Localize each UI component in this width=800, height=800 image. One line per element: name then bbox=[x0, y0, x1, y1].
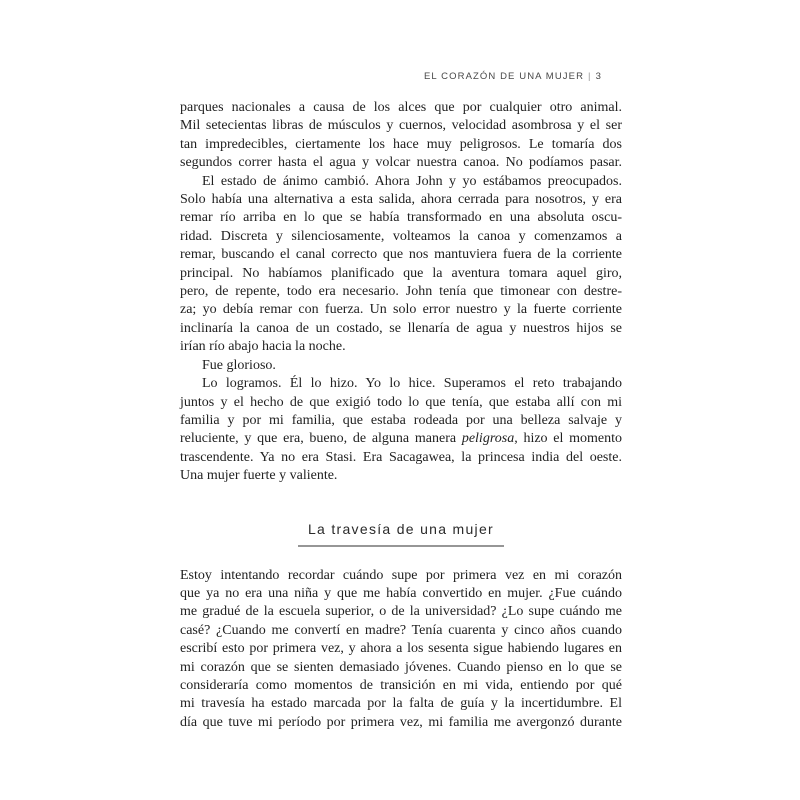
section-heading-text: La travesía de una mujer bbox=[298, 519, 504, 547]
body-line: juntos y el hecho de que exigió todo lo que tenía, que estaba allí con mi bbox=[180, 394, 622, 410]
page-text-block bbox=[180, 99, 622, 732]
body-paragraph bbox=[180, 99, 622, 173]
body-line: principal. No habíamos planificado que la aventura tomara aquel giro, bbox=[180, 265, 622, 281]
italic-text: peligrosa bbox=[461, 431, 515, 447]
body-line: día que tuve mi período por primera vez, mi familia me avergonzó durante bbox=[180, 714, 622, 730]
body-line: El estado de ánimo cambió. Ahora John y yo estábamos preocupados. bbox=[202, 173, 622, 189]
body-line: Estoy intentando recordar cuándo supe por primera vez en mi corazón bbox=[180, 567, 622, 583]
body-line: familia y por mi familia, que estaba rodeada por una belleza salvaje y bbox=[180, 412, 622, 428]
body-line: mi travesía ha estado marcada por la falta de guía y la incertidumbre. El bbox=[180, 696, 622, 712]
body-line: mi corazón que se sienten demasiado jóvenes. Cuando pienso en lo que se bbox=[180, 659, 622, 675]
body-line: consideraría como momentos de transición en mi vida, entiendo por qué bbox=[180, 677, 622, 693]
body-line: trascendente. Ya no era Stasi. Era Sacagawea, la princesa india del oeste. bbox=[180, 449, 622, 465]
running-header-separator: | bbox=[588, 71, 592, 82]
body-line: casé? ¿Cuando me convertí en madre? Tenía cuarenta y cinco años cuando bbox=[180, 622, 622, 638]
body-line: reluciente, y que era, bueno, de alguna manera peligrosa, hizo el momento bbox=[180, 431, 623, 447]
body-line: parques nacionales a causa de los alces que por cualquier otro animal. bbox=[180, 100, 622, 115]
body-line: Fue glorioso. bbox=[202, 357, 276, 373]
body-line: za; yo debía remar con fuerza. Un solo error nuestro y la fuerte corriente bbox=[180, 302, 622, 318]
page-number: 3 bbox=[595, 71, 602, 82]
body-paragraph bbox=[180, 375, 622, 485]
body-paragraph bbox=[180, 567, 622, 733]
body-line: remar río arriba en lo que se había transformado en una absoluta oscu- bbox=[180, 210, 622, 226]
body-line: Lo logramos. Él lo hizo. Yo lo hice. Superamos el reto trabajando bbox=[202, 376, 622, 392]
body-line: irían río abajo hacia la noche. bbox=[180, 339, 346, 355]
body-paragraph bbox=[180, 173, 622, 357]
running-header bbox=[180, 70, 622, 84]
section-heading bbox=[180, 519, 622, 547]
body-line: segundos correr hasta el agua y volcar nuestra canoa. No podíamos pasar. bbox=[180, 155, 622, 171]
body-paragraph-group bbox=[180, 99, 622, 486]
body-line: inclinaría la canoa de un costado, se llenaría de agua y nuestros hijos se bbox=[180, 320, 622, 336]
body-line: me gradué de la escuela superior, o de la universidad? ¿Lo supe cuándo me bbox=[180, 604, 622, 620]
body-line: tan impredecibles, ciertamente los hace muy peligrosos. Le tomaría dos bbox=[180, 136, 622, 152]
body-line: ridad. Discreta y silenciosamente, volteamos la canoa y comenzamos a bbox=[180, 228, 622, 244]
running-header-book-title: EL CORAZÓN DE UNA MUJER bbox=[423, 71, 585, 82]
body-line: Solo había una alternativa a esta salida, ahora cerrada para nosotros, y era bbox=[180, 192, 622, 208]
body-line: pero, de repente, todo era necesario. John tenía que timonear con destre- bbox=[180, 284, 622, 300]
body-paragraph bbox=[180, 357, 622, 375]
body-line: remar, buscando el canal correcto que nos mantuviera fuera de la corriente bbox=[180, 247, 622, 263]
body-line: que ya no era una niña y que me había convertido en mujer. ¿Fue cuándo bbox=[180, 585, 622, 601]
body-line: Una mujer fuerte y valiente. bbox=[180, 468, 338, 484]
body-line: escribí esto por primera vez, y ahora a los sesenta sigue habiendo lugares en bbox=[180, 641, 622, 657]
body-line: Mil setecientas libras de músculos y cuernos, velocidad asombrosa y el ser bbox=[180, 118, 622, 134]
body-paragraph-group bbox=[180, 567, 622, 733]
